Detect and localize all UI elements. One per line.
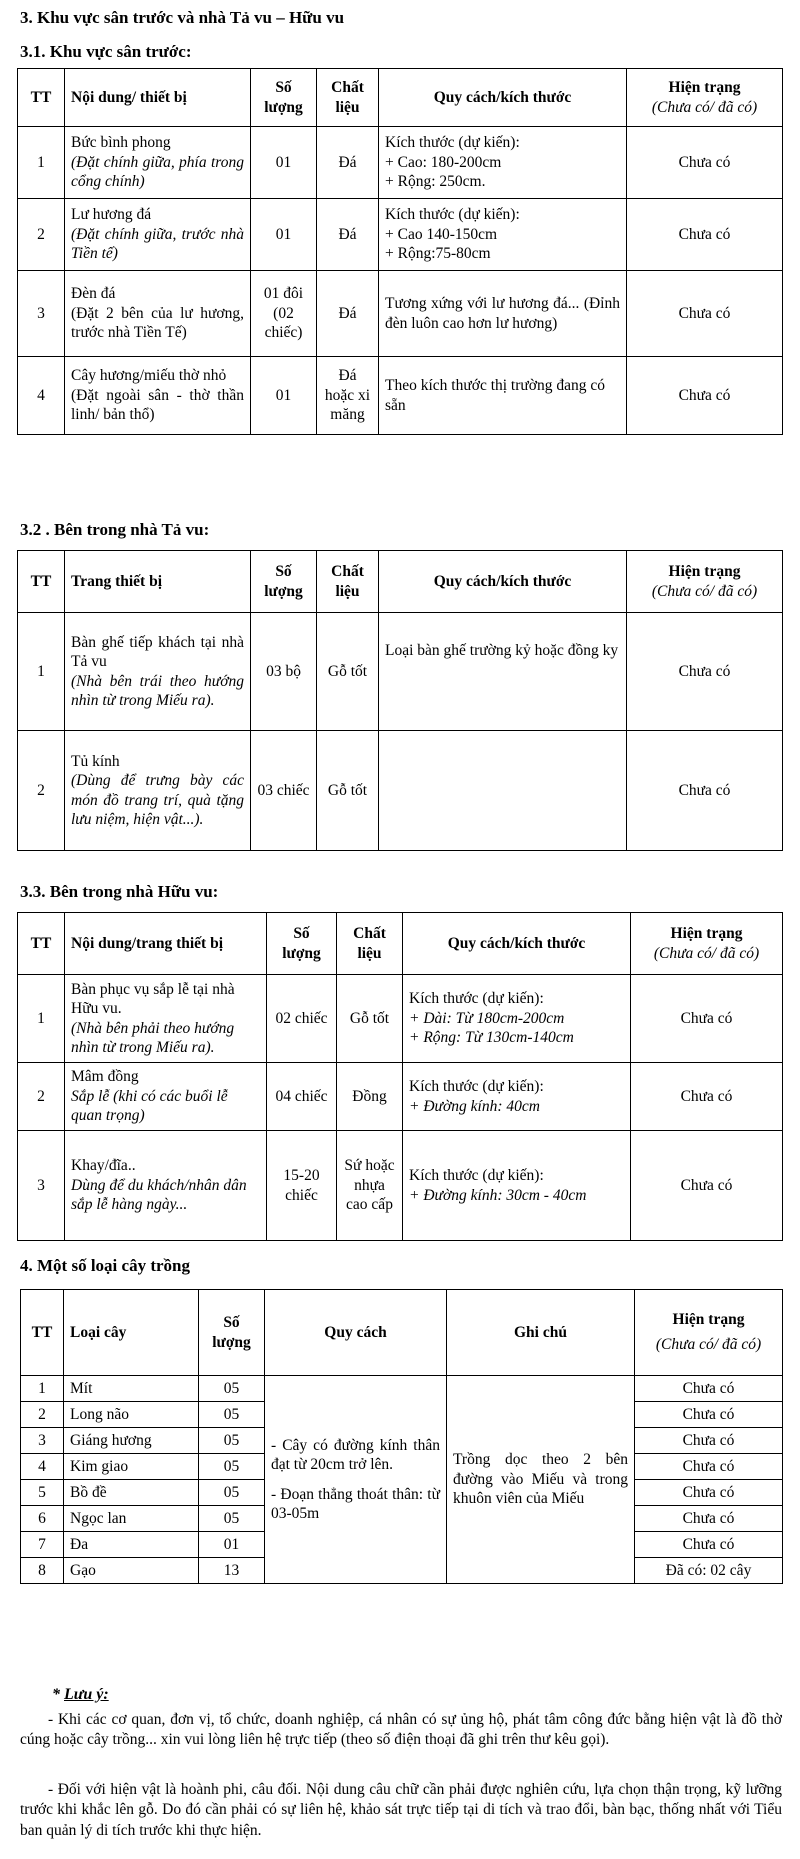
item-note: Sắp lễ (khi có các buổi lễ quan trọng) [71,1087,228,1125]
cell-tt: 8 [21,1558,64,1584]
header-spec: Quy cách [265,1290,447,1376]
item-note: (Nhà bên phải theo hướng nhìn từ trong Miếu ra). [71,1019,235,1056]
spec-line: Kích thước (dự kiến): [409,1078,544,1096]
header-note: Ghi chú [447,1290,635,1376]
cell-status: Chưa có [631,975,783,1063]
header-spec: Quy cách/kích thước [379,551,627,613]
cell-material: Đá [317,271,379,357]
cell-material: Gỗ tốt [337,975,403,1063]
header-spec: Quy cách/kích thước [403,913,631,975]
cell-status: Chưa có [635,1454,783,1480]
spec-line: Kích thước (dự kiến): [409,1167,544,1185]
item-name: Bàn ghế tiếp khách tại nhà Tả vu [71,633,244,671]
header-qty: Số lượng [251,69,317,127]
cell-qty: 05 [199,1428,265,1454]
header-status-label: Hiện trạng [668,563,741,581]
header-tt: TT [18,69,65,127]
cell-status: Chưa có [635,1402,783,1428]
cell-qty: 01 [199,1532,265,1558]
item-name: Bức bình phong [71,134,171,152]
spec-line: Kích thước (dự kiến): [385,134,520,152]
table-row [18,613,783,731]
header-status [631,913,783,975]
header-status-sub: (Chưa có/ đã có) [651,98,758,116]
section-3-3-title: 3.3. Bên trong nhà Hữu vu: [20,882,219,901]
spec-line: + Cao: 180-200cm [385,153,502,171]
item-name: Mâm đồng [71,1068,139,1086]
table-front-yard [17,68,783,435]
header-content: Nội dung/trang thiết bị [65,913,267,975]
cell-qty: 01 đôi (02 chiếc) [251,271,317,357]
cell-spec [379,731,627,851]
cell-tt: 3 [21,1428,64,1454]
cell-spec [403,1063,631,1131]
cell-tt: 4 [18,357,65,435]
cell-tt: 3 [18,1131,65,1241]
header-status [635,1290,783,1376]
spec-line: + Đường kính: 40cm [409,1097,540,1115]
cell-qty: 02 chiếc [267,975,337,1063]
table-row [21,1376,783,1402]
notes-title [52,1686,109,1704]
cell-tt: 1 [18,975,65,1063]
header-status-sub: (Chưa có/ đã có) [651,582,758,600]
spec-line: + Đường kính: 30cm - 40cm [409,1186,587,1204]
header-spec: Quy cách/kích thước [379,69,627,127]
section-3-heading: 3. Khu vực sân trước và nhà Tả vu – Hữu vu [20,8,345,27]
cell-status: Chưa có [635,1480,783,1506]
cell-spec: Theo kích thước thị trường đang có sẵn [379,357,627,435]
header-content: Trang thiết bị [65,551,251,613]
cell-content [65,271,251,357]
cell-tt: 7 [21,1532,64,1558]
cell-qty: 01 [251,199,317,271]
cell-status: Chưa có [627,127,783,199]
cell-status: Chưa có [627,613,783,731]
cell-content [65,357,251,435]
cell-type: Đa [64,1532,199,1558]
cell-status: Chưa có [635,1506,783,1532]
header-status-sub: (Chưa có/ đã có) [655,1335,762,1353]
table-row [18,1131,783,1241]
table-huu-vu [17,912,783,1241]
cell-type: Ngọc lan [64,1506,199,1532]
cell-tt: 3 [18,271,65,357]
item-note: Dùng để du khách/nhân dân sắp lễ hàng ngày... [71,1176,247,1214]
header-material: Chất liệu [317,69,379,127]
cell-note: Trồng dọc theo 2 bên đường vào Miếu và trong khuôn viên của Miếu [447,1376,635,1584]
table-row [18,975,783,1063]
cell-material: Đồng [337,1063,403,1131]
cell-qty: 05 [199,1480,265,1506]
section-3-1-title: 3.1. Khu vực sân trước: [20,42,192,61]
cell-qty: 05 [199,1376,265,1402]
cell-type: Mít [64,1376,199,1402]
cell-status: Chưa có [635,1376,783,1402]
cell-spec: Loại bàn ghế trường kỷ hoặc đồng ky [379,613,627,731]
notes-title-label: Lưu ý: [64,1686,109,1703]
spec-line: Kích thước (dự kiến): [409,990,544,1008]
table-trees [20,1289,783,1584]
cell-content [65,1063,267,1131]
cell-tt: 1 [18,127,65,199]
table-header-row [21,1290,783,1376]
item-name: Cây hương/miếu thờ nhỏ [71,367,227,385]
header-material: Chất liệu [317,551,379,613]
header-status [627,551,783,613]
cell-content [65,199,251,271]
cell-qty: 05 [199,1506,265,1532]
cell-type: Bồ đề [64,1480,199,1506]
table-row [18,1063,783,1131]
cell-spec [379,127,627,199]
cell-material: Gỗ tốt [317,613,379,731]
item-name: Đèn đá [71,285,116,303]
table-row [18,271,783,357]
header-qty: Số lượng [251,551,317,613]
cell-qty: 01 [251,357,317,435]
header-status [627,69,783,127]
cell-spec [265,1376,447,1584]
cell-content [65,1131,267,1241]
cell-tt: 5 [21,1480,64,1506]
cell-type: Gạo [64,1558,199,1584]
header-type: Loại cây [64,1290,199,1376]
cell-qty: 13 [199,1558,265,1584]
header-content: Nội dung/ thiết bị [65,69,251,127]
cell-material: Gỗ tốt [317,731,379,851]
cell-tt: 1 [21,1376,64,1402]
cell-type: Kim giao [64,1454,199,1480]
cell-content [65,613,251,731]
header-material: Chất liệu [337,913,403,975]
spec-line: - Cây có đường kính thân đạt từ 20cm trở lên. [271,1436,440,1474]
item-note: (Nhà bên trái theo hướng nhìn từ trong Miếu ra). [71,672,244,709]
item-note: (Đặt chính giữa, trước nhà Tiền tế) [71,225,244,263]
header-status-label: Hiện trạng [672,1311,745,1329]
cell-type: Giáng hương [64,1428,199,1454]
item-note: (Dùng để trưng bày các món đồ trang trí, quà tặng lưu niệm, hiện vật...). [71,772,244,828]
spec-line: + Dài: Từ 180cm-200cm [409,1009,565,1027]
cell-content [65,975,267,1063]
spec-line: + Rộng: 250cm. [385,173,486,191]
cell-material: Đá hoặc xi măng [317,357,379,435]
cell-qty: 05 [199,1402,265,1428]
item-name: Bàn phục vụ sắp lễ tại nhà Hữu vu. [71,980,235,1018]
cell-tt: 2 [21,1402,64,1428]
cell-status: Chưa có [635,1532,783,1558]
spec-line: Kích thước (dự kiến): [385,206,520,224]
cell-tt: 6 [21,1506,64,1532]
cell-spec [379,199,627,271]
cell-status: Chưa có [627,199,783,271]
cell-material: Đá [317,199,379,271]
cell-spec: Tương xứng với lư hương đá... (Đỉnh đèn luôn cao hơn lư hương) [379,271,627,357]
table-header-row [18,551,783,613]
header-status-label: Hiện trạng [668,79,741,97]
table-row [18,357,783,435]
table-row [18,127,783,199]
cell-tt: 2 [18,199,65,271]
item-note: (Đặt chính giữa, phía trong cổng chính) [71,153,244,191]
cell-content [65,127,251,199]
cell-status: Chưa có [627,271,783,357]
table-row [18,199,783,271]
cell-tt: 2 [18,731,65,851]
item-name: Khay/đĩa.. [71,1157,136,1175]
table-ta-vu [17,550,783,851]
header-tt: TT [21,1290,64,1376]
section-3-2-title: 3.2 . Bên trong nhà Tả vu: [20,520,210,539]
spec-line: + Cao 140-150cm [385,225,498,243]
cell-qty: 03 chiếc [251,731,317,851]
cell-status: Chưa có [627,357,783,435]
table-header-row [18,69,783,127]
spec-line: - Đoạn thẳng thoát thân: từ 03-05m [271,1485,440,1522]
cell-material: Sứ hoặc nhựa cao cấp [337,1131,403,1241]
cell-status: Chưa có [631,1131,783,1241]
notes-star: * [52,1686,64,1703]
notes-paragraph-2: - Đối với hiện vật là hoành phi, câu đối. Nội dung câu chữ cần phải được nghiên cứu, lựa chọn thận trọng, kỹ lưỡng trước khi khắc lên gỗ. Do đó cần phải có sự liên hệ, khảo sát trực tiếp tại di tích và trao đổi, bàn bạc, thống nhất với Tiểu ban quản lý di tích trước khi thực hiện. [20,1781,782,1839]
cell-tt: 4 [21,1454,64,1480]
header-qty: Số lượng [267,913,337,975]
spec-line: + Rộng: Từ 130cm-140cm [409,1029,574,1047]
section-4-title: 4. Một số loại cây trồng [20,1256,190,1275]
cell-tt: 2 [18,1063,65,1131]
table-row [18,731,783,851]
header-tt: TT [18,551,65,613]
cell-qty: 15-20 chiếc [267,1131,337,1241]
item-note: (Đặt ngoài sân - thờ thần linh/ bản thổ) [71,386,244,424]
cell-status: Chưa có [635,1428,783,1454]
spec-line: + Rộng:75-80cm [385,245,491,263]
cell-qty: 01 [251,127,317,199]
cell-material: Đá [317,127,379,199]
cell-spec [403,975,631,1063]
table-header-row [18,913,783,975]
cell-type: Long não [64,1402,199,1428]
cell-qty: 04 chiếc [267,1063,337,1131]
cell-qty: 05 [199,1454,265,1480]
header-status-sub: (Chưa có/ đã có) [653,944,760,962]
cell-content [65,731,251,851]
cell-qty: 03 bộ [251,613,317,731]
cell-spec [403,1131,631,1241]
header-qty: Số lượng [199,1290,265,1376]
cell-status: Đã có: 02 cây [635,1558,783,1584]
cell-tt: 1 [18,613,65,731]
cell-status: Chưa có [627,731,783,851]
item-name: Lư hương đá [71,206,152,224]
header-status-label: Hiện trạng [670,925,743,943]
header-tt: TT [18,913,65,975]
item-name: Tủ kính [71,752,120,770]
item-note: (Đặt 2 bên của lư hương, trước nhà Tiền Tế) [71,304,244,342]
cell-status: Chưa có [631,1063,783,1131]
notes-paragraph-1: - Khi các cơ quan, đơn vị, tổ chức, doanh nghiệp, cá nhân có sự ủng hộ, phát tâm công đức bằng hiện vật là đồ thờ cúng hoặc cây trồng... xin vui lòng liên hệ trực tiếp (theo số điện thoại đã ghi trên thư kêu gọi). [20,1711,782,1749]
